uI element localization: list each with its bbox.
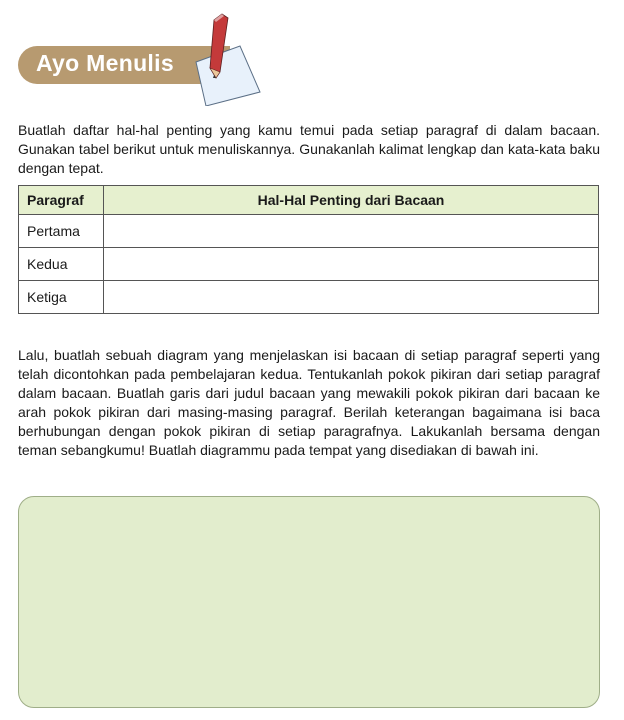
header-paragraph: Paragraf xyxy=(19,186,104,215)
table-row xyxy=(19,281,599,314)
instruction-paragraph-1: Buatlah daftar hal-hal penting yang kamu temui pada setiap paragraf di dalam bacaan. Gunakan tabel berikut untuk menuliskannya. Gunakanlah kalimat lengkap dan kata-kata baku dengan tepat. xyxy=(18,122,600,176)
key-points-table xyxy=(18,185,599,314)
table-header-row xyxy=(19,186,599,215)
answer-cell[interactable] xyxy=(104,248,599,281)
table-row xyxy=(19,248,599,281)
row-label: Kedua xyxy=(19,248,104,281)
table-row xyxy=(19,215,599,248)
instruction-paragraph-2: Lalu, buatlah sebuah diagram yang menjelaskan isi bacaan di setiap paragraf seperti yang telah dicontohkan pada pembelajaran kedua. Tentukanlah pokok pikiran dari setiap paragraf dalam bacaan. Buatlah garis dari judul bacaan yang mewakili pokok pikiran dari bacaan ke arah pokok pikiran dari masing-masing paragraf. Berilah keterangan bagaimana isi baca berhubungan dengan pokok pikiran di setiap paragrafnya. Lakukanlah bersama dengan teman sebangkumu! Buatlah diagrammu pada tempat yang disediakan di bawah ini. xyxy=(18,347,600,458)
section-title: Ayo Menulis xyxy=(36,50,174,76)
header-key-points: Hal-Hal Penting dari Bacaan xyxy=(104,186,599,215)
pencil-paper-icon xyxy=(180,6,270,106)
row-label: Pertama xyxy=(19,215,104,248)
diagram-answer-box[interactable] xyxy=(18,496,600,708)
answer-cell[interactable] xyxy=(104,215,599,248)
row-label: Ketiga xyxy=(19,281,104,314)
answer-cell[interactable] xyxy=(104,281,599,314)
